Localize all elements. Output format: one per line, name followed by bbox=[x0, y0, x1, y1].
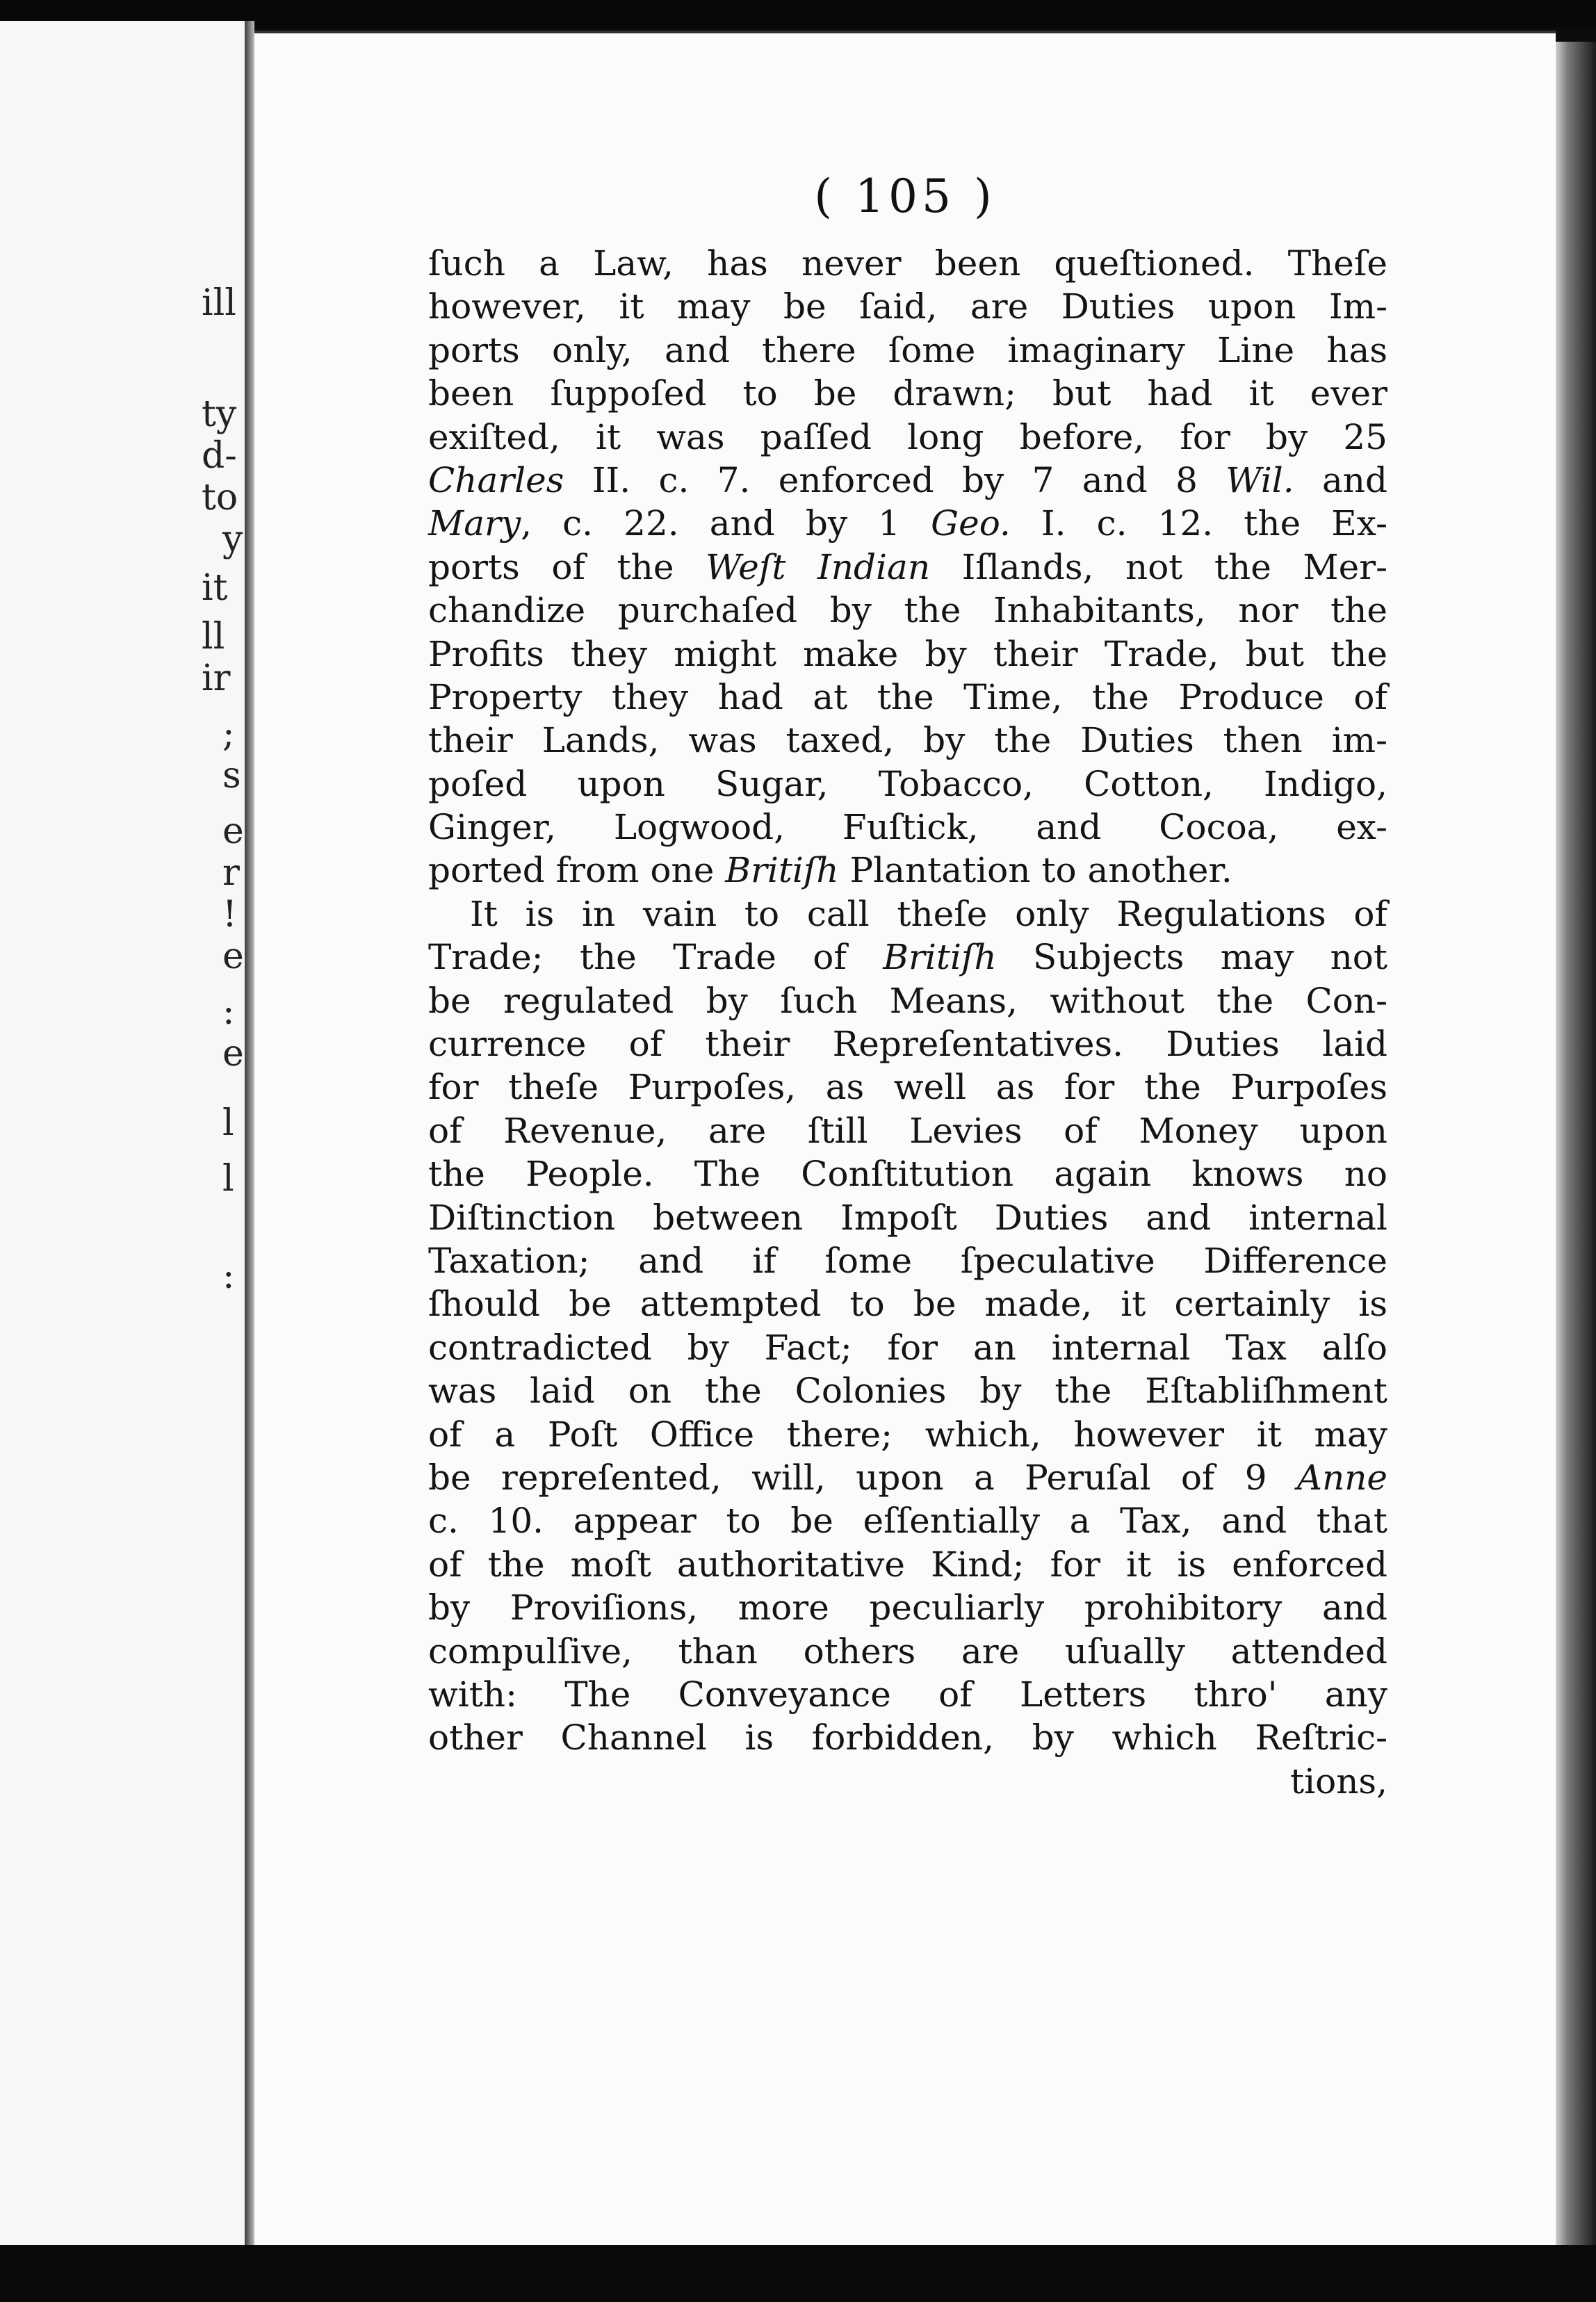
italic-text: Britiſh bbox=[883, 937, 997, 978]
text-segment: ports only, and there ſome imaginary Line has bbox=[428, 329, 1387, 370]
italic-text: Weſt Indian bbox=[705, 546, 931, 587]
text-segment: their Lands, was taxed, by the Duties then im- bbox=[428, 720, 1387, 761]
edge-fragment: ; bbox=[222, 713, 235, 755]
text-segment: of Revenue, are ſtill Levies of Money upon bbox=[428, 1110, 1387, 1151]
text-line bbox=[428, 416, 1387, 459]
text-segment: contradicted by Fact; for an internal Tax alſo bbox=[428, 1327, 1387, 1368]
text-segment: , c. 22. and by 1 bbox=[521, 503, 931, 544]
text-segment: II. c. 7. enforced by 7 and 8 bbox=[564, 459, 1226, 500]
body-text bbox=[428, 242, 1387, 1803]
text-line bbox=[428, 632, 1387, 676]
italic-text: Mary bbox=[428, 503, 521, 544]
text-segment: Trade; the Trade of bbox=[428, 937, 883, 978]
page-right-edge bbox=[1556, 42, 1596, 2245]
text-line bbox=[428, 459, 1387, 502]
text-segment: c. 10. appear to be eſſentially a Tax, and that bbox=[428, 1501, 1387, 1542]
text-line bbox=[428, 242, 1387, 285]
edge-fragment: d- bbox=[202, 435, 237, 477]
text-segment: Iſlands, not the Mer- bbox=[930, 546, 1388, 587]
edge-fragment: e bbox=[222, 810, 244, 852]
text-segment: with: The Conveyance of Letters thro' any bbox=[428, 1674, 1387, 1715]
text-line bbox=[428, 762, 1387, 806]
text-line bbox=[428, 1630, 1387, 1673]
text-segment: for theſe Purpoſes, as well as for the Purpoſes bbox=[428, 1067, 1387, 1108]
text-segment: currence of their Repreſentatives. Duties laid bbox=[428, 1024, 1387, 1065]
text-segment: tions, bbox=[1290, 1761, 1387, 1802]
text-line bbox=[428, 372, 1387, 415]
text-segment: by Proviſions, more peculiarly prohibitory and bbox=[428, 1587, 1387, 1628]
text-segment: be repreſented, will, upon a Peruſal of 9 bbox=[428, 1457, 1297, 1498]
text-line bbox=[428, 285, 1387, 328]
edge-fragment: to bbox=[202, 477, 238, 519]
edge-fragment: it bbox=[202, 567, 228, 609]
text-segment: Subjects may not bbox=[996, 937, 1387, 978]
text-line bbox=[428, 329, 1387, 372]
text-segment: exiſted, it was paſſed long before, for by 25 bbox=[428, 416, 1387, 457]
edge-fragment: ! bbox=[222, 894, 237, 936]
text-segment: been ſuppoſed to be drawn; but had it ever bbox=[428, 373, 1387, 414]
edge-fragment: r bbox=[222, 852, 240, 894]
text-segment: Plantation to another. bbox=[838, 850, 1232, 891]
edge-fragment: : bbox=[222, 1255, 235, 1297]
text-line bbox=[428, 1369, 1387, 1412]
text-line bbox=[428, 892, 1387, 936]
text-segment: chandize purchaſed by the Inhabitants, nor the bbox=[428, 590, 1387, 631]
edge-fragment: l bbox=[222, 1158, 234, 1200]
text-line bbox=[428, 1196, 1387, 1239]
text-segment: Ginger, Logwood, Fuſtick, and Cocoa, ex- bbox=[428, 807, 1387, 848]
edge-fragment: s bbox=[222, 755, 241, 797]
edge-fragment: e bbox=[222, 1033, 244, 1075]
text-line bbox=[428, 676, 1387, 719]
italic-text: Charles bbox=[428, 459, 564, 500]
text-segment: ſuch a Law, has never been queſtioned. Theſe bbox=[428, 243, 1387, 284]
italic-text: Anne bbox=[1296, 1457, 1387, 1498]
text-segment: however, it may be ſaid, are Duties upon Im- bbox=[428, 286, 1387, 327]
text-segment: of the moſt authoritative Kind; for it is enforced bbox=[428, 1544, 1387, 1585]
text-line bbox=[428, 502, 1387, 545]
book-page bbox=[254, 31, 1556, 2251]
text-segment: the People. The Conſtitution again knows no bbox=[428, 1154, 1387, 1195]
text-segment: Property they had at the Time, the Produce of bbox=[428, 676, 1387, 717]
scan-bottom-border bbox=[0, 2245, 1596, 2302]
edge-fragment: ir bbox=[202, 658, 231, 699]
edge-fragment: e bbox=[222, 936, 244, 977]
text-segment: Taxation; and if ſome ſpeculative Difference bbox=[428, 1240, 1387, 1281]
catchword bbox=[428, 1760, 1387, 1803]
text-segment: I. c. 12. the Ex- bbox=[1010, 503, 1387, 544]
text-line bbox=[428, 1456, 1387, 1499]
edge-fragment: l bbox=[222, 1102, 234, 1144]
text-segment: was laid on the Colonies by the Eſtabliſhment bbox=[428, 1371, 1387, 1412]
text-line bbox=[428, 589, 1387, 632]
edge-fragment: y bbox=[222, 519, 243, 560]
text-segment: be regulated by ſuch Means, without the Con- bbox=[428, 980, 1387, 1021]
text-segment: other Channel is forbidden, by which Reſtric- bbox=[428, 1717, 1387, 1758]
text-segment: Profits they might make by their Trade, but the bbox=[428, 633, 1387, 674]
previous-page-edge bbox=[0, 21, 247, 2252]
text-line bbox=[428, 1022, 1387, 1066]
text-segment: of a Poſt Office there; which, however it may bbox=[428, 1414, 1387, 1455]
text-line bbox=[428, 1499, 1387, 1542]
book-gutter bbox=[245, 21, 254, 2252]
text-line bbox=[428, 1673, 1387, 1716]
text-line bbox=[428, 719, 1387, 762]
text-line bbox=[428, 1282, 1387, 1325]
text-segment: compulſive, than others are uſually attended bbox=[428, 1631, 1387, 1672]
italic-text: Geo. bbox=[931, 503, 1011, 544]
text-line bbox=[428, 1326, 1387, 1369]
text-line bbox=[428, 1066, 1387, 1109]
text-segment: Diſtinction between Impoſt Duties and internal bbox=[428, 1197, 1387, 1238]
text-segment: poſed upon Sugar, Tobacco, Cotton, Indigo, bbox=[428, 763, 1387, 804]
text-line bbox=[428, 546, 1387, 589]
edge-fragment: ty bbox=[202, 393, 237, 435]
text-segment: ports of the bbox=[428, 546, 706, 587]
text-line bbox=[428, 1109, 1387, 1152]
text-segment: It is in vain to call theſe only Regulations of bbox=[470, 893, 1387, 934]
text-line bbox=[428, 1543, 1387, 1586]
page-number: ( 105 ) bbox=[814, 170, 996, 223]
text-line bbox=[428, 806, 1387, 849]
text-segment: ported from one bbox=[428, 850, 726, 891]
text-line bbox=[428, 849, 1387, 892]
text-line bbox=[428, 1586, 1387, 1629]
text-line bbox=[428, 936, 1387, 979]
text-line bbox=[428, 1413, 1387, 1456]
text-line bbox=[428, 1239, 1387, 1282]
text-segment: and bbox=[1294, 459, 1387, 500]
text-line bbox=[428, 1716, 1387, 1759]
edge-fragment: : bbox=[222, 991, 235, 1033]
edge-fragment: ill bbox=[202, 282, 236, 324]
edge-fragment: ll bbox=[202, 616, 225, 658]
text-line bbox=[428, 1152, 1387, 1195]
text-segment: ſhould be attempted to be made, it certainly is bbox=[428, 1284, 1387, 1325]
italic-text: Wil. bbox=[1226, 459, 1294, 500]
italic-text: Britiſh bbox=[725, 850, 839, 891]
text-line bbox=[428, 979, 1387, 1022]
